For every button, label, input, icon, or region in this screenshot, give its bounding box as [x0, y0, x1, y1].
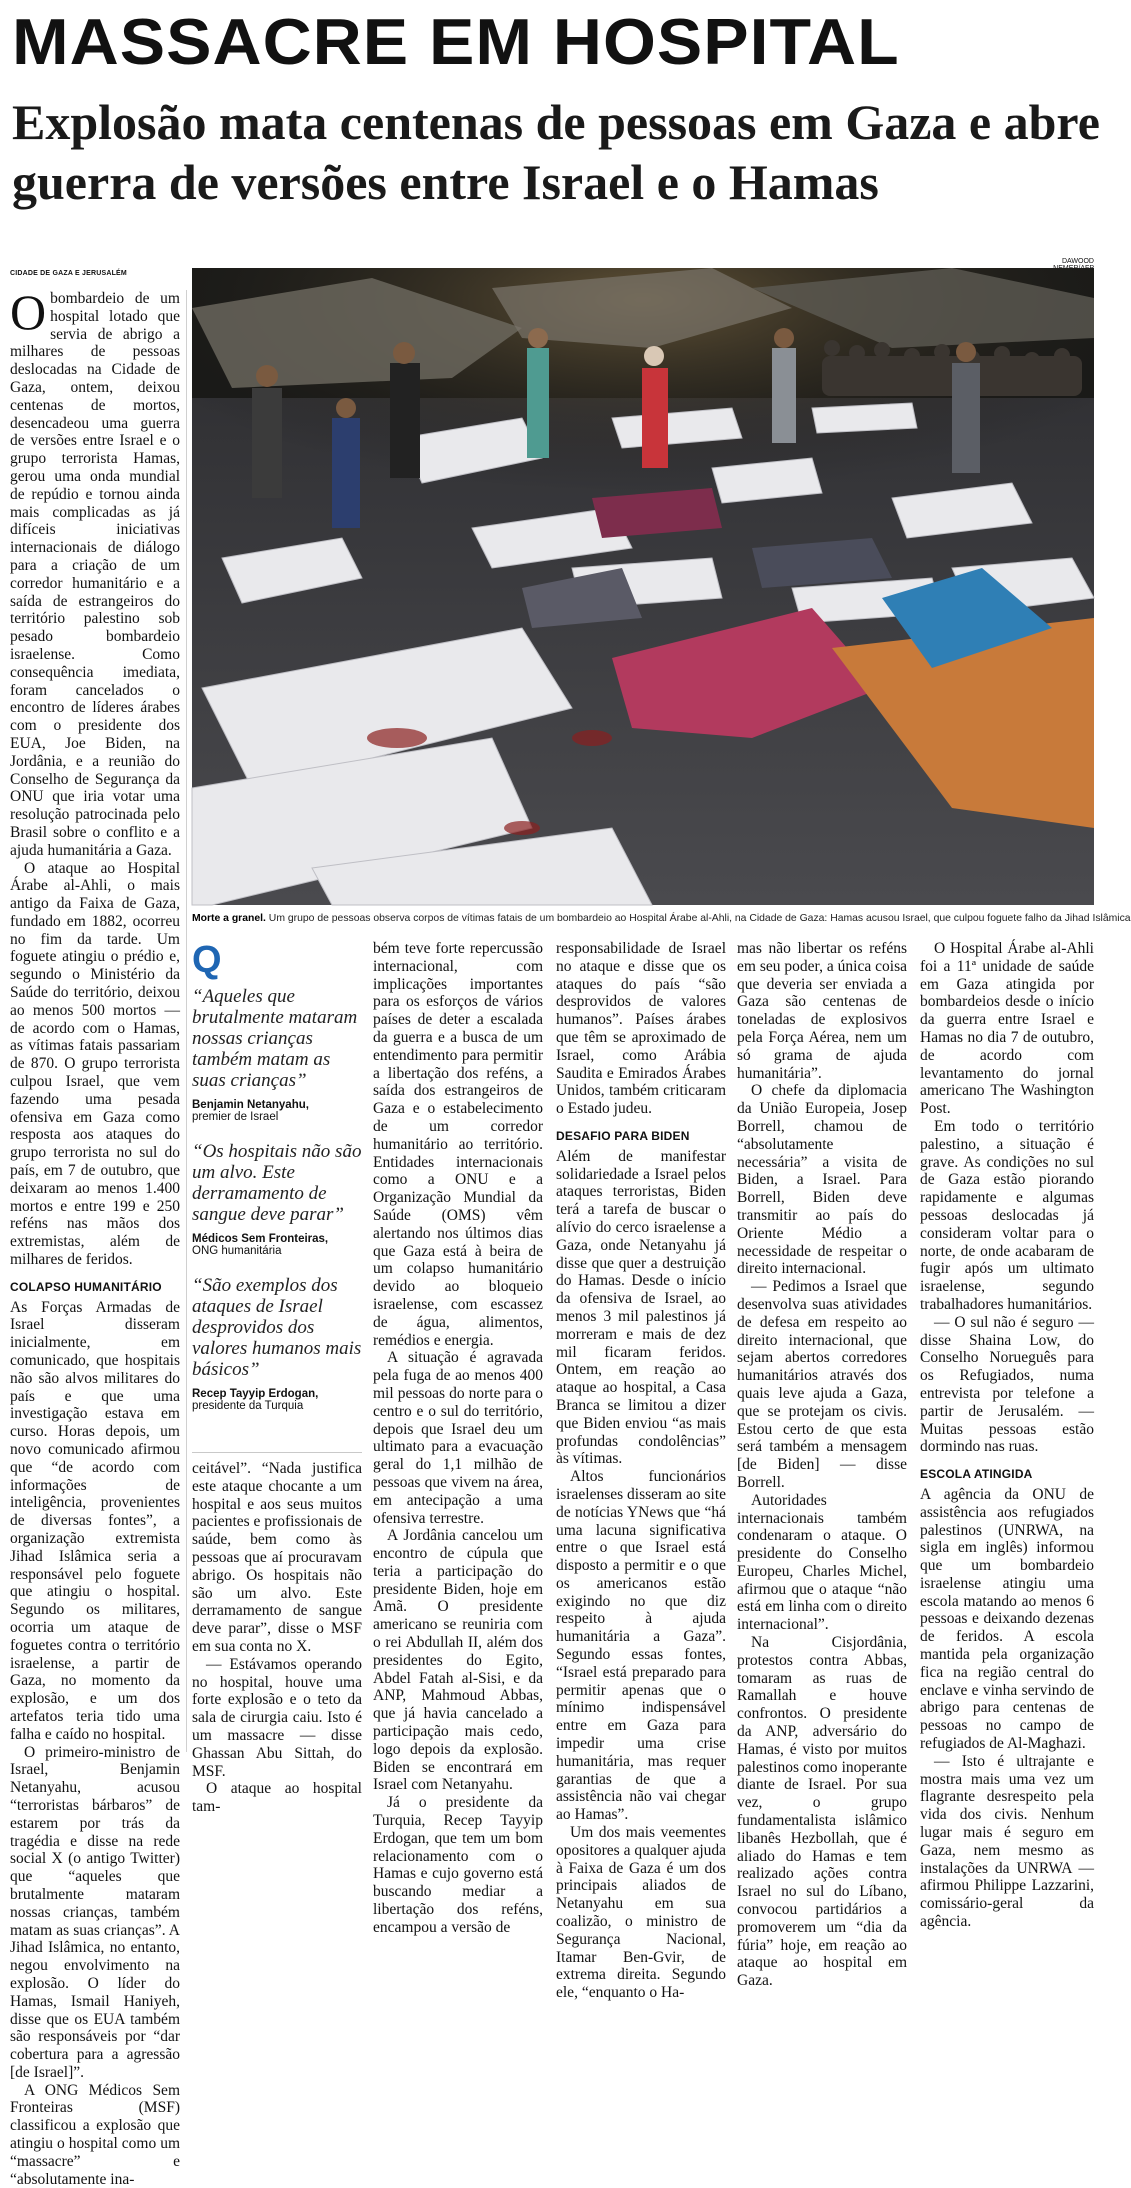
- paragraph: A agência da ONU de assistência aos refugiados palestinos (UNRWA, na sigla em inglês) informou que um bombardeio israelense atingiu uma escola matando ao menos 6 pessoas e deixando dezenas de feridos. A escola mantida pela organização fica na região central do enclave e vinha servindo de abrigo para centenas de pessoas no campo de refugiados de Al-Maghazi.: [920, 1485, 1094, 1753]
- article-column-4: [556, 940, 727, 2002]
- paragraph: O Hospital Árabe al-Ahli foi a 11ª unidade de saúde em Gaza atingida por bombardeios desde o início da guerra entre Israel e Hamas no dia 7 de outubro, de acordo com levantamento do jornal americano The Washington Post.: [920, 940, 1094, 1118]
- headline: MASSACRE EM HOSPITAL: [12, 5, 900, 78]
- article-column-2: [192, 1460, 363, 1816]
- article-column-5: [737, 940, 907, 1990]
- news-photo: [192, 268, 1094, 905]
- section-heading: DESAFIO PARA BIDEN: [556, 1128, 690, 1143]
- paragraph: Já o presidente da Turquia, Recep Tayyip Erdogan, que tem um bom relacionamento com o Hamas e cujo governo está buscando mediar a libertação dos reféns, encampou a versão de: [373, 1794, 543, 1936]
- quote-item: [192, 1275, 362, 1412]
- quote-item: [192, 1141, 362, 1257]
- photo-scene: [192, 268, 1094, 905]
- caption-label: Morte a granel.: [192, 913, 266, 924]
- paragraph: A situação é agravada pela fuga de ao menos 400 mil pessoas do norte para o centro e o sul do território, depois que Israel deu um ultimato para a evacuação geral do 1,1 milhão de pessoas que vivem na área, em antecipação a uma ofensiva terrestre.: [373, 1349, 543, 1527]
- paragraph: Na Cisjordânia, protestos contra Abbas, tomaram as ruas de Ramallah e houve confrontos. O presidente da ANP, adversário do Hamas, é visto por muitos palestinos como inoperante diante de Israel. Por sua vez, o grupo fundamentalista islâmico libanês Hezbollah, que é aliado do Hamas e tem realizado ações contra Israel no sul do Líbano, convocou partidários a promoverem um “dia da fúria” hoje, em reação ao ataque ao hospital em Gaza.: [737, 1634, 907, 1990]
- dropcap: O: [10, 284, 47, 340]
- paragraph: bombardeio de um hospital lotado que servia de abrigo a milhares de pessoas deslocadas na Cidade de Gaza, ontem, deixou centenas de mortos, desencadeou uma guerra de versões entre Israel e o grupo terrorista Hamas, gerou uma onda mundial de repúdio e tornou ainda mais complicadas as já difíceis iniciativas internacionais de diálogo para a criação de um corredor humanitário e a saída de estrangeiros do território palestino sob pesado bombardeio israelense. Como consequência imediata, foram cancelados o encontro de líderes árabes com o presidente dos EUA, Joe Biden, na Jordânia, e a reunião do Conselho de Segurança da ONU que iria votar uma resolução patrocinada pelo Brasil sobre o conflito e a ajuda humanitária a Gaza.: [10, 290, 180, 859]
- paragraph: Autoridades internacionais também condenaram o ataque. O presidente do Conselho Europeu, Charles Michel, afirmou que o ataque “não está em linha com o direito internacional”.: [737, 1491, 907, 1634]
- section-heading: COLAPSO HUMANITÁRIO: [10, 1279, 162, 1294]
- paragraph: O primeiro-ministro de Israel, Benjamin Netanyahu, acusou “terroristas bárbaros” de estarem por trás da tragédia e disse na rede social X (o antigo Twitter) que “aqueles que brutalmente mataram nossas crianças, também matam as suas crianças”. A Jihad Islâmica, no entanto, negou envolvimento na explosão. O líder do Hamas, Ismail Haniyeh, disse que os EUA também são responsáveis por “dar cobertura para a agressão [de Israel]”.: [10, 1743, 180, 2081]
- paragraph: — O sul não é seguro — disse Shaina Low, do Conselho Norueguês para os Refugiados, numa entrevista por telefone a partir de Jerusalém. — Muitas pessoas estão dormindo nas ruas.: [920, 1313, 1094, 1456]
- subheadline: Explosão mata centenas de pessoas em Gaza e abre guerra de versões entre Israel e o Hamas: [12, 94, 1100, 210]
- paragraph: Em todo o território palestino, a situação é grave. As condições no sul de Gaza estão piorando rapidamente e algumas pessoas deslocadas já consideram voltar para o norte, de onde acabaram de fugir após um ultimato israelense, segundo trabalhadores humanitários.: [920, 1117, 1094, 1313]
- paragraph: A ONG Médicos Sem Fronteiras (MSF) classificou a explosão que atingiu o hospital como um “massacre” e “absolutamente ina-: [10, 2081, 180, 2188]
- quote-role: ONG humanitária: [192, 1245, 282, 1257]
- quote-author: Médicos Sem Fronteiras,: [192, 1233, 329, 1245]
- paragraph: responsabilidade de Israel no ataque e disse que os ataques do país “são desprovidos de valores humanos”. Países árabes que têm se aproximado de Israel, como Arábia Saudita e Emirados Árabes Unidos, também criticaram o Estado judeu.: [556, 940, 726, 1118]
- quote-text: “Aqueles que brutalmente mataram nossas crianças também matam as suas crianças”: [192, 986, 358, 1091]
- photo-credit: DAWOOD: [1061, 258, 1094, 265]
- quote-author: Benjamin Netanyahu,: [192, 1099, 309, 1111]
- quotes-divider: [192, 1452, 362, 1453]
- quote-role: premier de Israel: [192, 1111, 279, 1123]
- paragraph: Além de manifestar solidariedade a Israel pelos ataques terroristas, Biden terá a tarefa de buscar o alívio do cerco israelense a Gaza, onde Netanyahu já disse que quer a destruição do Hamas. Desde o início da ofensiva de Israel, ao menos 3 mil palestinos já morreram e mais de dez mil ficaram feridos. Ontem, em reação ao ataque ao hospital, a Casa Branca se limitou a dizer que Biden enviou “as mais profundas condolências” às vítimas.: [556, 1147, 726, 1468]
- paragraph: A Jordânia cancelou um encontro de cúpula que teria a participação do presidente Biden, hoje em Amã. O presidente americano se reuniria com o rei Abdullah II, além dos presidentes do Egito, Abdel Fatah al-Sisi, e da ANP, Mahmoud Abbas, que já havia cancelado a participação mais cedo, logo depois da explosão. Biden se encontrará em Israel com Netanyahu.: [373, 1527, 543, 1794]
- column-divider: [186, 290, 187, 1752]
- paragraph: Altos funcionários israelenses disseram ao site de notícias YNews que “há uma lacuna significativa entre o que Israel está disposto a permitir e o que os americanos estão exigindo no que diz respeito à ajuda humanitária a Gaza”. Segundo essas fontes, “Israel está preparado para permitir apenas que o mínimo indispensável entre em Gaza para impedir uma crise humanitária, mas requer garantias de que a assistência não vai chegar ao Hamas”.: [556, 1468, 727, 1824]
- quote-text: “São exemplos dos ataques de Israel desprovidos dos valores humanos mais básicos”: [192, 1275, 362, 1380]
- paragraph: — Estávamos operando no hospital, houve uma forte explosão e o teto da sala de cirurgia caiu. Isto é um massacre — disse Ghassan Abu Sittah, do MSF.: [192, 1655, 362, 1780]
- dateline: CIDADE DE GAZA E JERUSALÉM: [10, 270, 127, 277]
- paragraph: mas não libertar os reféns em seu poder, a única coisa que deveria ser enviada a Gaza são centenas de toneladas de explosivos pela Força Aérea, nem um só grama de ajuda humanitária”.: [737, 940, 907, 1082]
- quote-icon: Q: [192, 939, 222, 981]
- quote-text: “Os hospitais não são um alvo. Este derramamento de sangue deve parar”: [192, 1141, 362, 1225]
- paragraph: — Pedimos a Israel que desenvolva suas atividades de defesa em respeito ao direito internacional, que sejam abertos corredores humanitários através dos quais leve ajuda a Gaza, que se protejam os civis. Estou certo de que esta será também a mensagem [de Biden] — disse Borrell.: [737, 1278, 907, 1491]
- paragraph: O ataque ao Hospital Árabe al-Ahli, o mais antigo da Faixa de Gaza, fundado em 1882, ocorreu no fim da tarde. Um foguete atingiu o prédio e, segundo o Ministério da Saúde do território, deixou ao menos 500 mortos — de acordo com o Hamas, as vítimas fatais passariam de 870. O grupo terrorista culpou Israel, que vem fazendo uma pesada ofensiva em Gaza como resposta aos ataques do grupo terrorista no sul do país, em 7 de outubro, que deixaram ao menos 1.400 mortos e entre 199 e 250 reféns nas mãos dos extremistas, além de milhares de feridos.: [10, 859, 180, 1269]
- caption-text: Um grupo de pessoas observa corpos de vítimas fatais de um bombardeio ao Hospital Árabe al-Ahli, na Cidade de Gaza: Hamas acusou Israel, que culpou foguete falho da Jihad Islâmica: [265, 913, 1131, 924]
- quote-author: Recep Tayyip Erdogan,: [192, 1388, 319, 1400]
- paragraph: O chefe da diplomacia da União Europeia, Josep Borrell, chamou de “absolutamente necessária” a visita de Biden, a Israel. Para Borrell, Biden deve transmitir ao país do Oriente Médio a necessidade de respeitar o direito internacional.: [737, 1082, 907, 1278]
- paragraph: O ataque ao hospital tam-: [192, 1780, 362, 1816]
- section-heading: ESCOLA ATINGIDA: [920, 1467, 1033, 1482]
- paragraph: As Forças Armadas de Israel disseram inicialmente, em comunicado, que hospitais não são alvos militares do país e que uma investigação estava em curso. Horas depois, um novo comunicado afirmou que “de acordo com informações de inteligência, provenientes de diversas fontes”, a organização extremista Jihad Islâmica seria a responsável pelo foguete que atingiu o hospital. Segundo os militares, ocorria um ataque de foguetes contra o território israelense, a partir de Gaza, no momento da explosão, e um dos artefatos teria tido uma falha e caído no hospital.: [10, 1298, 180, 1743]
- quote-item: [192, 986, 362, 1123]
- paragraph: Um dos mais veementes opositores a qualquer ajuda à Faixa de Gaza é um dos principais aliados de Netanyahu em sua coalizão, o ministro de Segurança Nacional, Itamar Ben-Gvir, de extrema direita. Segundo ele, “enquanto o Ha-: [556, 1824, 727, 2002]
- article-column-6: [920, 940, 1094, 1931]
- article-column-3: [373, 940, 543, 1936]
- paragraph: ceitável”. “Nada justifica este ataque chocante a um hospital e aos seus muitos pacientes e profissionais de saúde, bem como às pessoas que aí procuravam abrigo. Os hospitais não são um alvo. Este derramamento de sangue deve parar”, disse o MSF em sua conta no X.: [192, 1460, 363, 1655]
- quotes-box: [192, 940, 362, 1455]
- article-column-1: [10, 284, 180, 2188]
- quote-role: presidente da Turquia: [192, 1400, 304, 1412]
- paragraph: — Isto é ultrajante e mostra mais uma vez um flagrante desrespeito pela vida dos civis. Nenhum lugar mais é seguro em Gaza, nem mesmo as instalações da UNRWA — afirmou Philippe Lazzarini, comissário-geral da agência.: [920, 1752, 1094, 1931]
- photo-caption: [192, 912, 1131, 925]
- paragraph: bém teve forte repercussão internacional, com implicações importantes para os esforços de vários países de deter a escalada da guerra e a busca de um entendimento para permitir a libertação dos reféns, a saída dos estrangeiros de Gaza e o estabelecimento de um corredor humanitário ao território. Entidades internacionais como a ONU e a Organização Mundial da Saúde (OMS) vêm alertando nos últimos dias que Gaza está à beira de um colapso humanitário devido ao bloqueio israelense, com escassez de água, alimentos, remédios e energia.: [373, 940, 543, 1349]
